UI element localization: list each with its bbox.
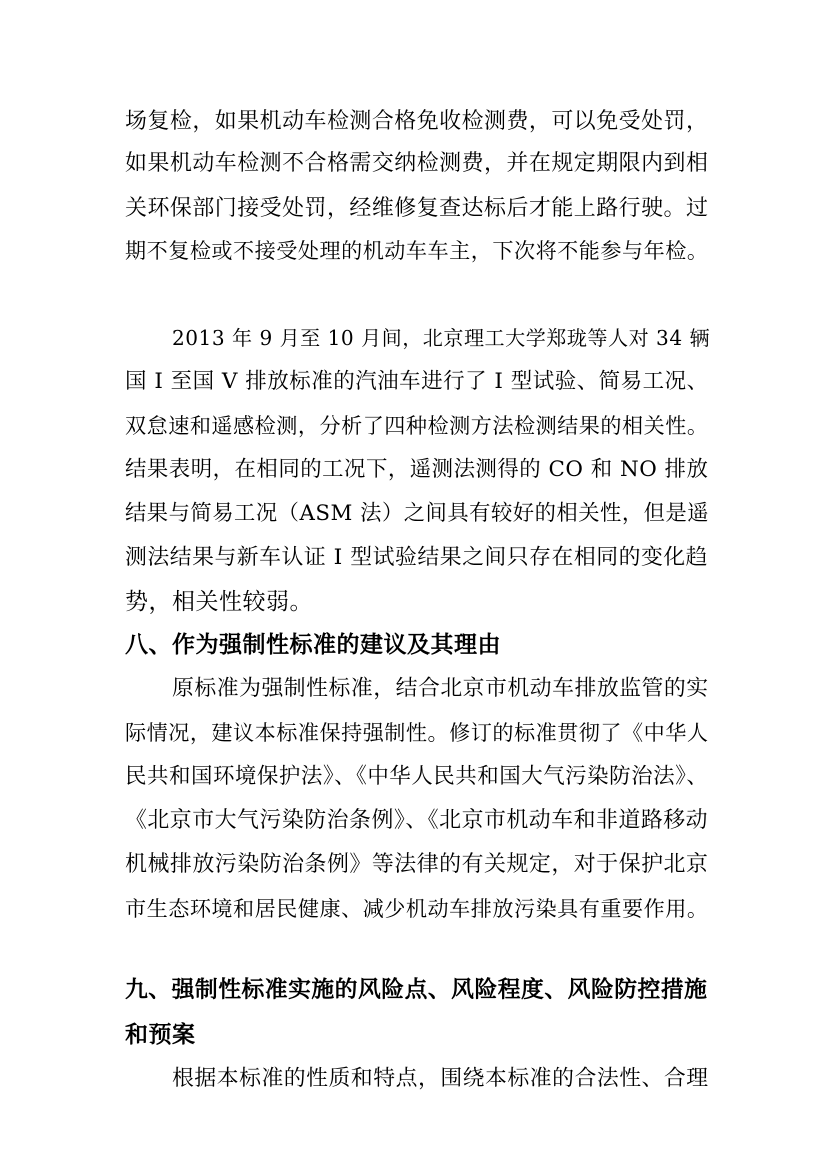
text-line: 关环保部门接受处罚，经维修复查达标后才能上路行驶。过: [125, 196, 709, 221]
section-heading: 八、作为强制性标准的建议及其理由: [125, 631, 501, 658]
text-line: 测法结果与新车认证 I 型试验结果之间只存在相同的变化趋: [125, 545, 709, 570]
text-line: 际情况，建议本标准保持强制性。修订的标准贯彻了《中华人: [125, 720, 709, 745]
text-line: 根据本标准的性质和特点，围绕本标准的合法性、合理: [172, 1066, 709, 1091]
text-line: 民共和国环境保护法》、《中华人民共和国大气污染防治法》、: [125, 764, 709, 789]
text-line: 场复检，如果机动车检测合格免收检测费，可以免受处罚，: [125, 109, 709, 134]
text-line: 国 I 至国 V 排放标准的汽油车进行了 I 型试验、简易工况、: [125, 369, 709, 394]
text-line: 市生态环境和居民健康、减少机动车排放污染具有重要作用。: [125, 896, 709, 921]
text-line: 如果机动车检测不合格需交纳检测费，并在规定期限内到相: [125, 151, 709, 176]
text-line: 双怠速和遥感检测，分析了四种检测方法检测结果的相关性。: [125, 413, 709, 438]
text-line: 结果表明，在相同的工况下，遥测法测得的 CO 和 NO 排放: [125, 457, 709, 482]
text-line: 《北京市大气污染防治条例》、《北京市机动车和非道路移动: [125, 808, 709, 833]
text-line: 结果与简易工况（ASM 法）之间具有较好的相关性，但是遥: [125, 501, 710, 526]
text-line: 2013 年 9 月至 10 月间，北京理工大学郑珑等人对 34 辆: [172, 326, 711, 350]
section-heading-continued: 和预案: [125, 1021, 196, 1048]
text-line: 原标准为强制性标准，结合北京市机动车排放监管的实: [172, 676, 709, 701]
text-line: 期不复检或不接受处理的机动车车主，下次将不能参与年检。: [125, 238, 709, 263]
text-line: 机械排放污染防治条例》等法律的有关规定，对于保护北京: [125, 852, 709, 877]
section-heading: 九、强制性标准实施的风险点、风险程度、风险防控措施: [125, 977, 708, 1003]
text-line: 势，相关性较弱。: [125, 589, 313, 615]
